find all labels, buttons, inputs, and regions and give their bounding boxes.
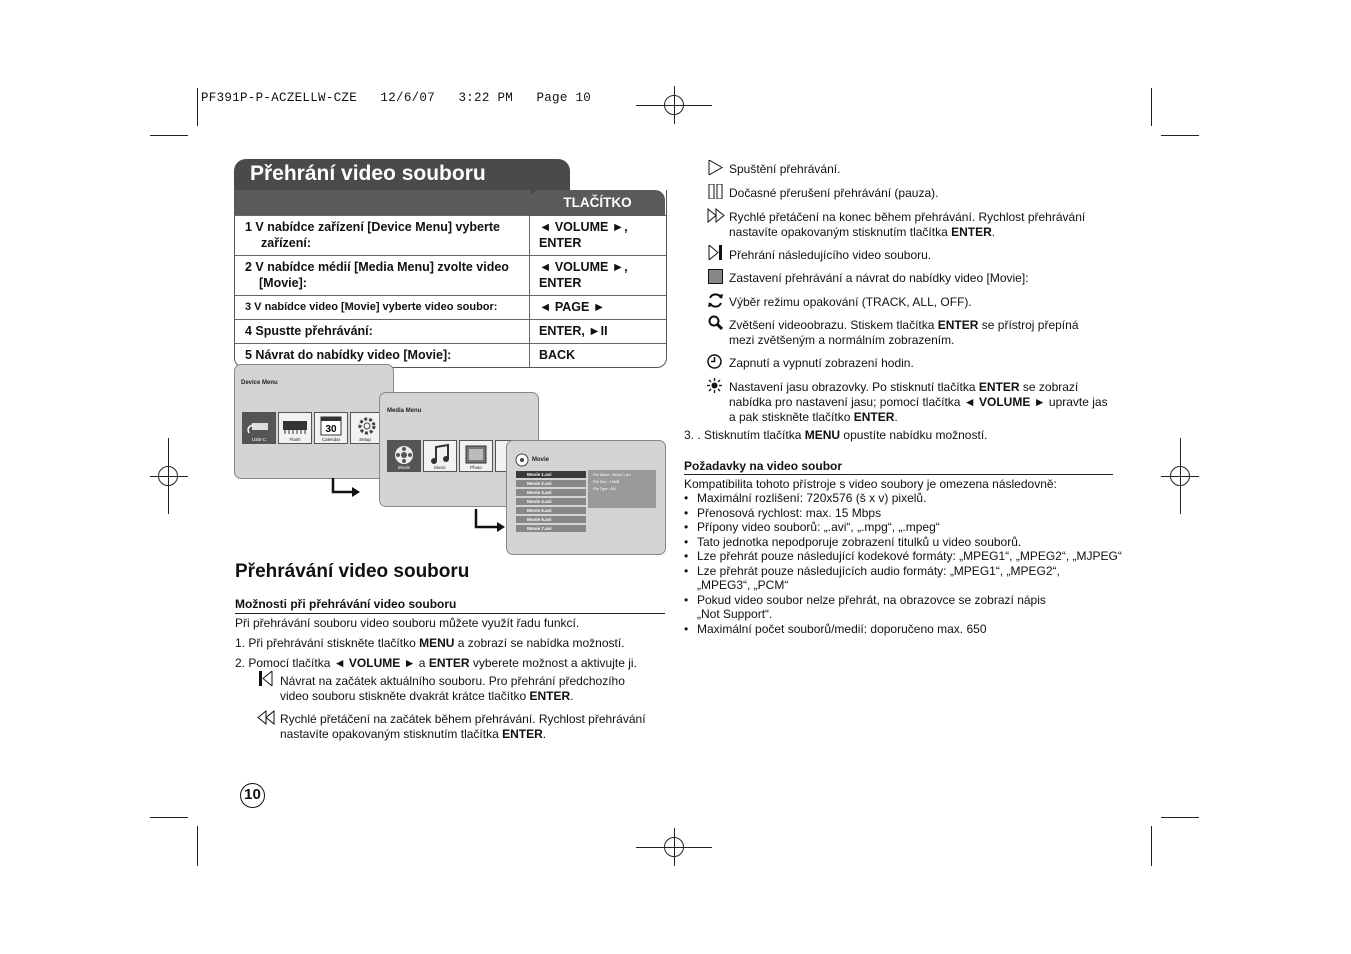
skip-back-icon [258, 671, 273, 686]
clock-text: Zapnutí a vypnutí zobrazení hodin. [729, 356, 914, 370]
section-title-tab: Přehrání video souboru [234, 159, 570, 195]
svg-text:30: 30 [325, 424, 337, 435]
file-info-panel: File Name : Movie 1.avi File Size : 15MB File Type : AVI [588, 470, 656, 508]
requirements-heading: Požadavky na video soubor [684, 459, 843, 473]
rewind-text: Rychlé přetáčení na začátek během přehrávání. Rychlost přehrávání nastavíte opakovaným stisknutím tlačítka ENTER. [280, 712, 646, 741]
brightness-text: Nastavení jasu obrazovky. Po stisknutí tlačítka ENTER se zobrazí nabídka pro nastavení jasu; pomocí tlačítka ◄ VOLUME ► upravte jas a pak stiskněte tlačítko ENTER. [729, 380, 1108, 424]
zoom-icon [708, 315, 723, 330]
fast-forward-icon [707, 208, 725, 223]
list-item: • Pokud video soubor nelze přehrát, na obrazovce se zobrazí nápis „Not Support“. [684, 592, 1046, 621]
steps-table [234, 190, 667, 368]
list-item: • Maximální rozlišení: 720x576 (š x v) pixelů. [684, 491, 927, 505]
pause-text: Dočasné přerušení přehrávání (pauza). [729, 186, 939, 200]
list-item: • Přípony video souborů: „.avi“, „.mpg“, „.mpeg“ [684, 520, 940, 534]
table-row: 3 V nabídce video [Movie] vyberte video soubor: ◄ PAGE ► [235, 295, 666, 319]
zoom-text: Zvětšení videoobrazu. Stiskem tlačítka ENTER se přístroj přepíná mezi zvětšeným a normálním zobrazením. [729, 318, 1079, 347]
skip-forward-icon [708, 245, 723, 260]
options-step-3: 3. . Stisknutím tlačítka MENU opustíte nabídku možností. [684, 428, 988, 442]
stop-text: Zastavení přehrávání a návrat do nabídky video [Movie]: [729, 271, 1029, 285]
table-row: 2 V nabídce médií [Media Menu] zvolte video [Movie]: ◄ VOLUME ►, ENTER [235, 255, 666, 295]
list-item: • Přenosová rychlost: max. 15 Mbps [684, 505, 882, 520]
table-row: 4 Spustte přehrávání: ENTER, ►II [235, 319, 666, 343]
options-heading: Možnosti při přehrávání video souboru [235, 597, 457, 611]
options-step-1: 1. Při přehrávání stiskněte tlačítko MENU a zobrazí se nabídka možností. [235, 636, 625, 650]
list-item: • Tato jednotka nepodporuje zobrazení titulků u video souborů. [684, 534, 1022, 549]
skip-back-text: Návrat na začátek aktuálního souboru. Pro přehrání předchozího video souboru stiskněte dvakrát krátce tlačítko ENTER. [280, 674, 625, 703]
play-icon [708, 160, 723, 175]
requirements-list [684, 491, 1122, 636]
pause-icon [708, 184, 723, 199]
options-step-2: 2. Pomocí tlačítka ◄ VOLUME ► a ENTER vyberete možnost a aktivujte ji. [235, 656, 637, 670]
stop-icon [708, 269, 723, 284]
page-number: 10 [240, 783, 265, 808]
list-item: Movie 5.avi [516, 507, 586, 514]
list-item: • Lze přehrát pouze následující kodekové formáty: „MPEG1“, „MPEG2“, „MJPEG“ [684, 549, 1122, 563]
table-row: 1 V nabídce zařízení [Device Menu] vyberte zařízení: ◄ VOLUME ►, ENTER [235, 215, 666, 255]
movie-reel-icon [515, 453, 529, 467]
list-item: Movie 6.avi [516, 516, 586, 523]
repeat-icon [707, 292, 724, 309]
list-item: Movie 7.avi [516, 525, 586, 532]
list-item: • Maximální počet souborů/medií: doporučeno max. 650 [684, 621, 987, 636]
options-intro: Při přehrávání souboru video souboru můžete využít řadu funkcí. [235, 616, 580, 630]
list-item: • Lze přehrát pouze následujících audio formáty: „MPEG1“, „MPEG2“, „MPEG3“, „PCM“ [684, 563, 1060, 592]
list-item: Movie 3.avi [516, 489, 586, 496]
section-title: Přehrávání video souboru [235, 561, 470, 582]
clock-icon [707, 354, 722, 369]
print-header: PF391P-P-ACZELLW-CZE 12/6/07 3:22 PM Page 10 [201, 91, 592, 105]
list-item: Movie 4.avi [516, 498, 586, 505]
movie-list-screen: Movie Movie 1.avi Movie 2.avi Movie 3.avi Movie 4.avi Movie 5.avi Movie 6.avi Movie 7.avi File Name : Movie 1.avi File Size : 15MB File Type : AVI [506, 440, 666, 555]
list-item: Movie 2.avi [516, 480, 586, 487]
brightness-icon [707, 378, 722, 393]
fast-forward-text: Rychlé přetáčení na konec během přehrávání. Rychlost přehrávání nastavíte opakovaným stisknutím tlačítka ENTER. [729, 210, 1086, 239]
media-menu-screen: Media Menu Movie Music Photo [379, 392, 539, 507]
next-text: Přehrání následujícího video souboru. [729, 248, 932, 262]
play-text: Spuštění přehrávání. [729, 162, 841, 176]
rewind-icon [257, 710, 275, 725]
requirements-intro: Kompatibilita tohoto přístroje s video soubory je omezena následovně: [684, 477, 1057, 491]
column-header-button: TLAČÍTKO [530, 190, 665, 216]
table-row: 5 Návrat do nabídky video [Movie]: BACK [235, 343, 666, 367]
arrow-icon [330, 478, 362, 498]
device-menu-screen: Device Menu USB-C Flash 30 Calendar Setup [234, 364, 394, 479]
arrow-icon [473, 509, 507, 533]
repeat-text: Výběr režimu opakování (TRACK, ALL, OFF). [729, 295, 972, 309]
list-item: Movie 1.avi [516, 471, 586, 478]
